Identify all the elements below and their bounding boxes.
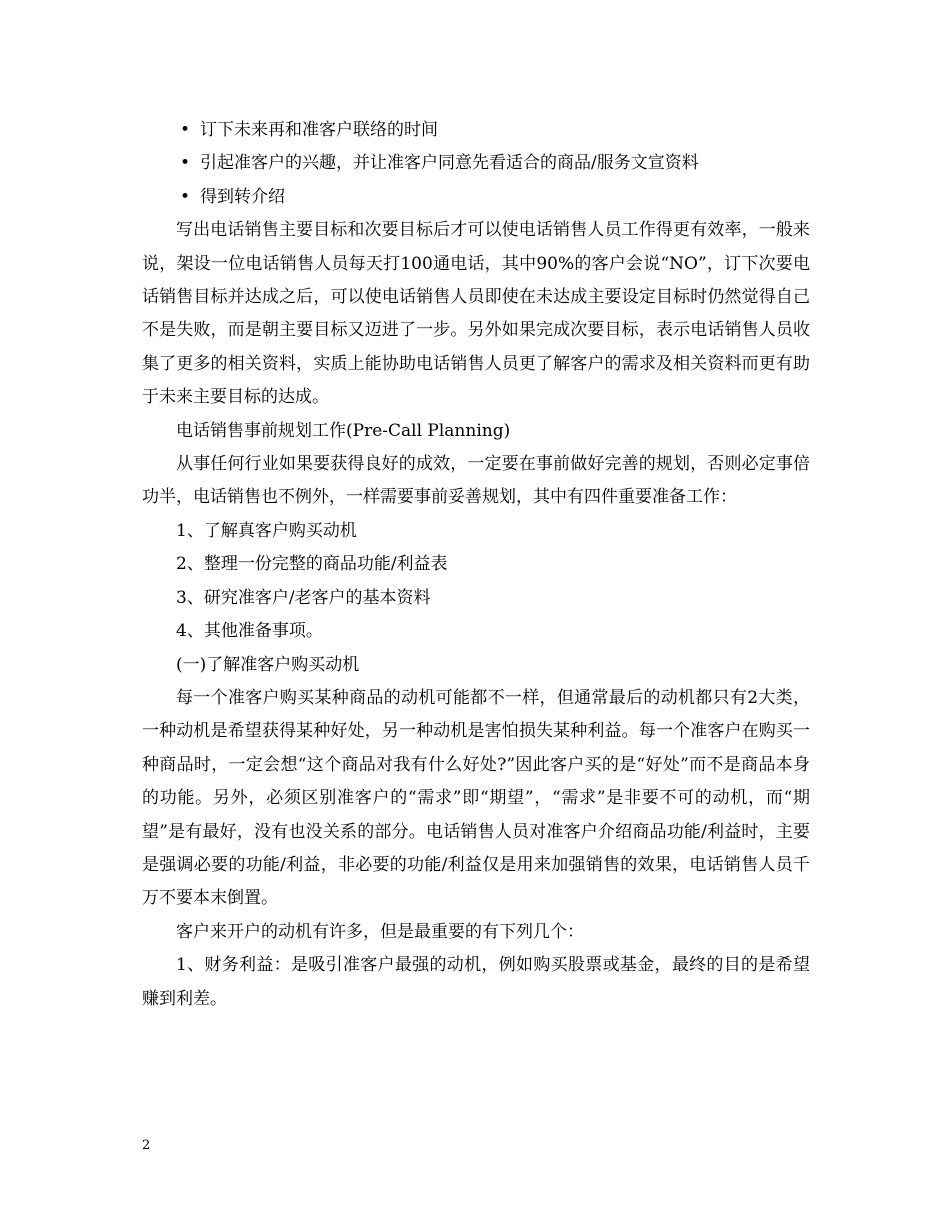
list-item: 1、了解真客户购买动机 <box>176 520 357 541</box>
list-item: 4、其他准备事项。 <box>176 621 323 642</box>
bullet-icon: • <box>180 120 191 140</box>
paragraph-motivation: 每一个准客户购买某种商品的动机可能都不一样，但通常最后的动机都只有2大类，一种动机是希望获得某种好处，另一种动机是害怕损失某种利益。每一个准客户在购买一种商品时，一定会想“这个商品对我有什么好处?”因此客户买的是“好处”而不是商品本身的功能。另外，必须区别准客户的“需求”即“期望”，“需求”是非要不可的动机，而“期望”是有最好，没有也没关系的部分。电话销售人员对准客户介绍商品功能/利益时，主要是强调必要的功能/利益，非必要的功能/利益仅是用来加强销售的效果，电话销售人员千万不要本末倒置。 <box>142 687 810 909</box>
bullet-icon: • <box>180 153 191 174</box>
paragraph-goals: 写出电话销售主要目标和次要目标后才可以使电话销售人员工作得更有效率，一般来说，架设一位电话销售人员每天打100通电话，其中90%的客户会说“NO”，订下次要电话销售目标并达成之后，可以使电话销售人员即使在未达成主要设定目标时仍然觉得自己不是失败，而是朝主要目标又迈进了一步。另外如果完成次要目标，表示电话销售人员收集了更多的相关资料，实质上能协助电话销售人员更了解客户的需求及相关资料而更有助于未来主要目标的达成。 <box>142 220 810 408</box>
paragraph-motives-intro: 客户来开户的动机有许多，但是最重要的有下列几个： <box>176 921 584 942</box>
page-number: 2 <box>142 1138 151 1153</box>
section-heading-precall: 电话销售事前规划工作(Pre-Call Planning) <box>176 420 511 441</box>
list-item: 2、整理一份完整的商品功能/利益表 <box>176 554 448 575</box>
paragraph-planning: 从事任何行业如果要获得良好的成效，一定要在事前做好完善的规划，否则必定事倍功半，电话销售也不例外，一样需要事前妥善规划，其中有四件重要准备工作： <box>142 454 810 508</box>
bullet-text: 引起准客户的兴趣，并让准客户同意先看适合的商品/服务文宣资料 <box>200 153 699 174</box>
bullet-item <box>142 181 810 214</box>
section-heading-motivation: (一)了解准客户购买动机 <box>176 654 360 675</box>
bullet-item <box>142 114 810 147</box>
page-body <box>142 114 810 1016</box>
bullet-item <box>142 147 810 180</box>
paragraph-financial-benefit: 1、财务利益：是吸引准客户最强的动机，例如购买股票或基金，最终的目的是希望赚到利差。 <box>142 955 810 1009</box>
list-item: 3、研究准客户/老客户的基本资料 <box>176 587 431 608</box>
bullet-text: 订下未来再和准客户联络的时间 <box>200 120 438 140</box>
bullet-text: 得到转介绍 <box>200 186 285 207</box>
bullet-icon: • <box>180 186 191 207</box>
